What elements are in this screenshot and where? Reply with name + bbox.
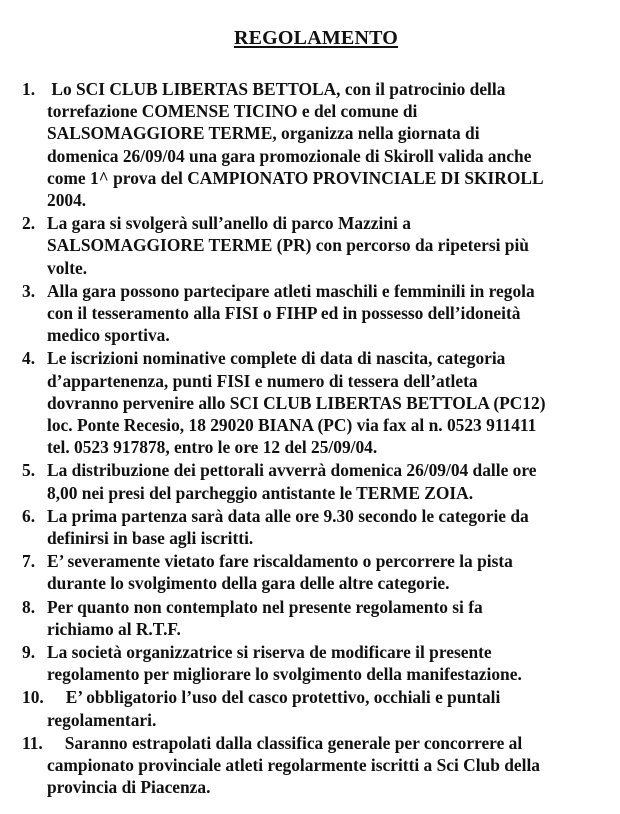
rule-line: La società organizzatrice si riserva de modificare il presente: [47, 642, 492, 663]
rule-line: Le iscrizioni nominative complete di data di nascita, categoria: [47, 348, 506, 369]
rule-item-10: [22, 686, 616, 730]
rule-number: 3.: [22, 280, 36, 301]
rule-line: regolamento per migliorare lo svolgimento della manifestazione.: [47, 664, 522, 685]
rule-line: richiamo al R.T.F.: [47, 618, 181, 639]
rule-line: regolamentari.: [47, 709, 157, 730]
rule-line: come 1^ prova del CAMPIONATO PROVINCIALE DI SKIROLL: [47, 167, 544, 188]
rule-item-8: [22, 596, 616, 640]
rule-item-1: [22, 78, 616, 211]
rule-line: SALSOMAGGIORE TERME (PR) con percorso da ripetersi più: [47, 235, 529, 256]
rule-line: E’ obbligatorio l’uso del casco protettivo, occhiali e puntali: [65, 687, 501, 708]
rule-number: 2.: [22, 213, 36, 234]
rule-line: torrefazione COMENSE TICINO e del comune di: [47, 101, 418, 122]
rule-number: 4.: [22, 348, 36, 369]
document-title: REGOLAMENTO: [233, 27, 399, 49]
rule-item-9: [22, 641, 616, 685]
rules-list: [22, 78, 616, 800]
rule-line: La distribuzione dei pettorali avverrà domenica 26/09/04 dalle ore: [47, 460, 537, 481]
rule-line: Saranno estrapolati dalla classifica generale per concorrere al: [64, 732, 523, 753]
rule-item-11: [22, 732, 616, 799]
rule-item-7: [22, 550, 616, 594]
rule-line: 2004.: [47, 190, 87, 211]
rule-line: Lo SCI CLUB LIBERTAS BETTOLA, con il patrocinio della: [47, 79, 506, 99]
rule-number: 7.: [22, 551, 36, 572]
rule-item-3: [22, 280, 616, 347]
rule-number: 5.: [22, 460, 36, 481]
rule-number: 6.: [22, 505, 36, 526]
rule-number: 11.: [22, 732, 43, 753]
rule-item-2: [22, 212, 616, 279]
rule-line: dovranno pervenire allo SCI CLUB LIBERTAS BETTOLA (PC12): [47, 392, 546, 413]
rule-line: SALSOMAGGIORE TERME, organizza nella giornata di: [47, 123, 480, 144]
rule-item-4: [22, 347, 616, 458]
rule-line: durante lo svolgimento della gara delle altre categorie.: [47, 573, 450, 594]
rule-number: 1.: [22, 79, 36, 99]
rule-line: d’appartenenza, punti FISI e numero di tessera dell’atleta: [47, 370, 478, 391]
rule-line: Alla gara possono partecipare atleti maschili e femminili in regola: [47, 280, 535, 301]
rule-item-5: [22, 459, 616, 503]
rule-line: La gara si svolgerà sull’anello di parco Mazzini a: [47, 213, 411, 234]
rule-line: campionato provinciale atleti regolarmente iscritti a Sci Club della: [47, 755, 540, 776]
rule-line: medico sportiva.: [47, 325, 170, 346]
rule-number: 8.: [22, 596, 36, 617]
rule-line: Per quanto non contemplato nel presente regolamento si fa: [47, 596, 483, 617]
rule-number: 9.: [22, 642, 36, 663]
rule-line: loc. Ponte Recesio, 18 29020 BIANA (PC) via fax al n. 0523 911411: [47, 415, 537, 436]
rule-line: con il tesseramento alla FISI o FIHP ed in possesso dell’idoneità: [47, 303, 521, 324]
rule-line: definirsi in base agli iscritti.: [47, 528, 254, 549]
rule-line: La prima partenza sarà data alle ore 9.30 secondo le categorie da: [47, 505, 529, 526]
rule-line: 8,00 nei presi del parcheggio antistante le TERME ZOIA.: [47, 482, 474, 503]
rule-item-6: [22, 505, 616, 549]
rule-line: domenica 26/09/04 una gara promozionale di Skiroll valida anche: [47, 145, 532, 166]
rule-number: 10.: [22, 687, 44, 708]
rule-line: tel. 0523 917878, entro le ore 12 del 25/09/04.: [47, 437, 378, 458]
rule-line: volte.: [47, 257, 88, 278]
rule-line: provincia di Piacenza.: [47, 777, 211, 798]
rule-line: E’ severamente vietato fare riscaldamento o percorrere la pista: [47, 551, 513, 572]
